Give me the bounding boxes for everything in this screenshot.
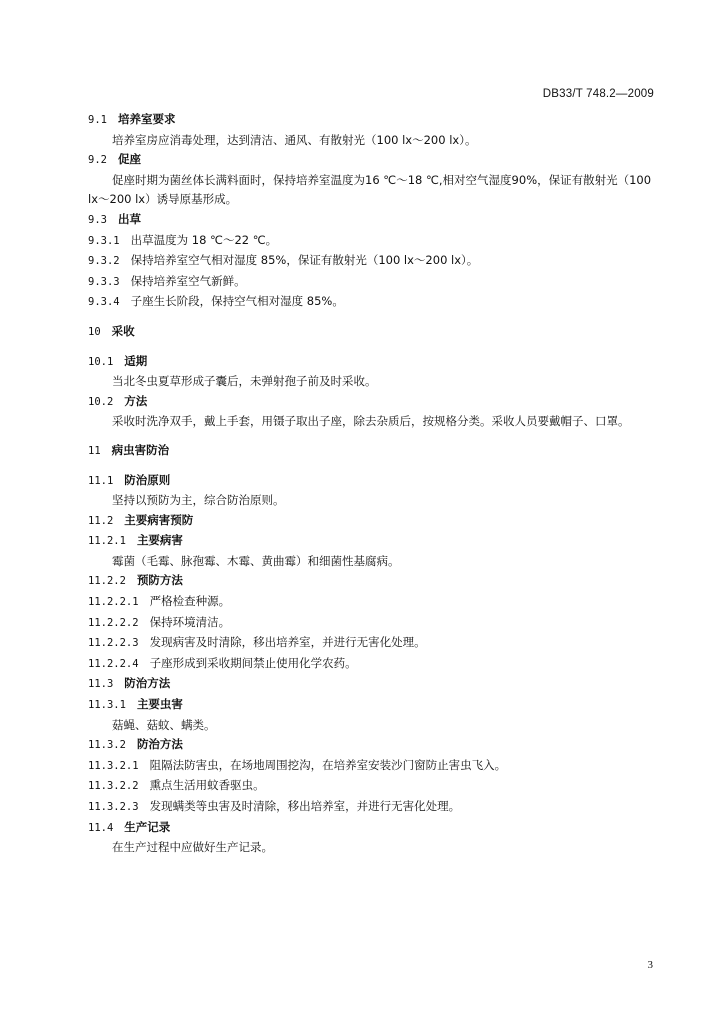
section-title: 防治方法 xyxy=(136,737,183,752)
heading-9-3 xyxy=(88,210,658,231)
section-title: 方法 xyxy=(124,393,148,408)
heading-11-4 xyxy=(88,818,658,839)
chapter-number: 11 xyxy=(88,444,101,457)
heading-10-1 xyxy=(88,352,658,373)
heading-11-2 xyxy=(88,511,658,532)
heading-9-1 xyxy=(88,110,658,131)
clause-9-3-2 xyxy=(88,251,658,272)
clause-text: 子座生长阶段，保持空气相对湿度 85%。 xyxy=(130,294,344,309)
section-number: 9.3 xyxy=(88,213,107,226)
clause-number: 9.3.2 xyxy=(88,255,120,268)
clause-text: 发现螨类等虫害及时清除，移出培养室，并进行无害化处理。 xyxy=(149,799,461,813)
section-number: 11.2 xyxy=(88,514,114,527)
spacer xyxy=(88,313,658,322)
spacer xyxy=(88,343,658,352)
clause-11-3-2-3 xyxy=(88,797,658,818)
section-number: 9.1 xyxy=(88,114,107,126)
section-number: 9.2 xyxy=(88,154,107,167)
page-number: 3 xyxy=(647,959,653,971)
document-body xyxy=(88,110,658,858)
section-number: 11.3.1 xyxy=(88,699,126,712)
clause-number: 9.3.1 xyxy=(88,234,120,247)
section-title: 预防方法 xyxy=(136,573,183,588)
section-number: 11.2.2 xyxy=(88,575,126,588)
heading-11-3-2 xyxy=(88,735,658,756)
paragraph: 促座时期为菌丝体长满料面时，保持培养室温度为16 ℃～18 ℃,相对空气湿度90%，保证有散射光（100 lx～200 lx）诱导原基形成。 xyxy=(88,172,652,207)
clause-number: 11.2.2.2 xyxy=(88,616,139,629)
clause-number: 9.3.4 xyxy=(88,296,120,309)
heading-9-2 xyxy=(88,150,658,171)
section-title: 适期 xyxy=(124,353,148,368)
heading-11-1 xyxy=(88,471,658,492)
clause-11-2-2-1 xyxy=(88,592,658,613)
section-title: 主要虫害 xyxy=(136,697,183,712)
section-number: 11.3 xyxy=(88,678,114,691)
section-number: 10.2 xyxy=(88,395,114,408)
clause-11-2-2-4 xyxy=(88,654,658,675)
paragraph: 采收时洗净双手，戴上手套，用镊子取出子座，除去杂质后，按规格分类。采收人员要戴帽子、口罩。 xyxy=(112,414,630,429)
clause-number: 11.2.2.4 xyxy=(88,657,139,670)
clause-9-3-1 xyxy=(88,231,658,252)
clause-9-3-3 xyxy=(88,272,658,293)
section-title: 出草 xyxy=(117,211,141,226)
section-title: 主要病害 xyxy=(136,533,183,548)
clause-9-3-4 xyxy=(88,292,658,313)
heading-11-2-1 xyxy=(88,531,658,552)
clause-text: 出草温度为 18 ℃～22 ℃。 xyxy=(130,232,278,247)
paragraph: 在生产过程中应做好生产记录。 xyxy=(112,840,273,855)
chapter-title: 病虫害防治 xyxy=(111,442,170,457)
spacer xyxy=(88,462,658,471)
clause-11-2-2-3 xyxy=(88,633,658,654)
clause-text: 严格检查种源。 xyxy=(149,594,231,609)
section-title: 促座 xyxy=(117,152,141,167)
heading-11-3-1 xyxy=(88,695,658,716)
section-title: 防治方法 xyxy=(124,676,171,691)
paragraph: 菇蝇、菇蚊、螨类。 xyxy=(112,717,216,732)
chapter-number: 10 xyxy=(88,325,101,338)
clause-text: 阻隔法防害虫，在场地周围挖沟，在培养室安装沙门窗防止害虫飞入。 xyxy=(149,757,507,772)
heading-11-2-2 xyxy=(88,571,658,592)
section-number: 11.4 xyxy=(88,821,114,834)
clause-text: 保持培养室空气相对湿度 85%，保证有散射光（100 lx～200 lx）。 xyxy=(130,253,479,268)
clause-text: 熏点生活用蚊香驱虫。 xyxy=(149,778,265,793)
standard-code: DB33/T 748.2—2009 xyxy=(542,88,654,100)
chapter-11 xyxy=(88,441,658,462)
chapter-10 xyxy=(88,322,658,343)
clause-number: 11.2.2.3 xyxy=(88,637,139,650)
clause-text: 发现病害及时清除，移出培养室，并进行无害化处理。 xyxy=(149,635,426,650)
section-number: 11.3.2 xyxy=(88,739,126,752)
clause-text: 保持环境清洁。 xyxy=(149,614,231,629)
clause-11-3-2-1 xyxy=(88,756,658,777)
clause-number: 11.3.2.1 xyxy=(88,759,139,772)
paragraph: 坚持以预防为主，综合防治原则。 xyxy=(112,493,285,508)
section-title: 主要病害预防 xyxy=(124,512,194,527)
clause-text: 子座形成到采收期间禁止使用化学农药。 xyxy=(149,655,357,670)
section-number: 11.1 xyxy=(88,474,114,487)
clause-text: 保持培养室空气新鲜。 xyxy=(130,273,246,288)
section-title: 防治原则 xyxy=(124,472,171,487)
paragraph: 培养室房应消毒处理，达到清洁、通风、有散射光（100 lx～200 lx）。 xyxy=(112,132,477,147)
clause-number: 9.3.3 xyxy=(88,275,120,288)
section-number: 11.2.1 xyxy=(88,535,126,548)
clause-number: 11.2.2.1 xyxy=(88,596,139,609)
spacer xyxy=(88,432,658,441)
heading-11-3 xyxy=(88,674,658,695)
heading-10-2 xyxy=(88,392,658,413)
chapter-title: 采收 xyxy=(111,323,135,338)
clause-number: 11.3.2.2 xyxy=(88,780,139,793)
paragraph: 当北冬虫夏草形成子囊后，未弹射孢子前及时采收。 xyxy=(112,374,377,389)
paragraph: 霉菌（毛霉、脉孢霉、木霉、黄曲霉）和细菌性基腐病。 xyxy=(112,553,400,568)
section-title: 生产记录 xyxy=(124,819,171,834)
section-title: 培养室要求 xyxy=(117,112,176,126)
section-number: 10.1 xyxy=(88,355,114,368)
clause-number: 11.3.2.3 xyxy=(88,801,139,813)
clause-11-2-2-2 xyxy=(88,613,658,634)
clause-11-3-2-2 xyxy=(88,776,658,797)
